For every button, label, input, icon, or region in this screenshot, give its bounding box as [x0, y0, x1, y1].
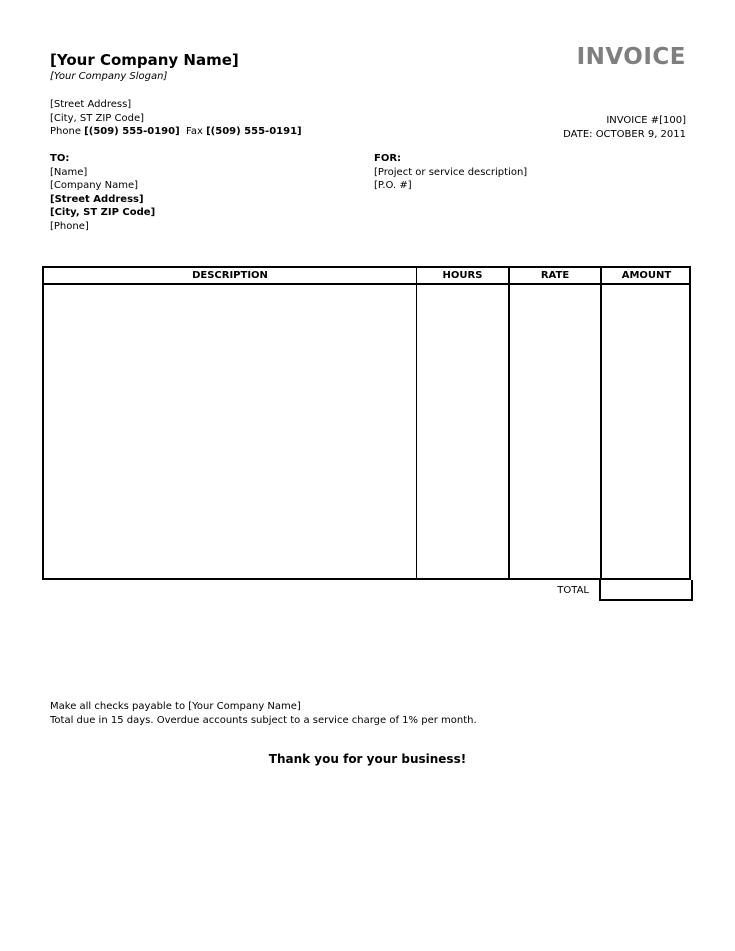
bill-to-phone: [Phone] — [50, 220, 89, 232]
company-street: [Street Address] — [50, 99, 132, 110]
company-city: [City, ST ZIP Code] — [50, 112, 145, 124]
bill-to-street: [Street Address] — [50, 193, 144, 205]
column-divider — [600, 268, 602, 578]
invoice-meta — [563, 114, 686, 141]
po-number: [P.O. #] — [374, 180, 412, 191]
total-value-cell — [599, 580, 693, 601]
bill-to-name: [Name] — [50, 166, 88, 178]
invoice-date: DATE: OCTOBER 9, 2011 — [563, 128, 686, 140]
payment-terms — [50, 700, 477, 727]
invoice-number: INVOICE #[100] — [606, 115, 686, 126]
bill-for-block — [374, 152, 527, 193]
fax-label: Fax — [186, 126, 203, 137]
thank-you-message: Thank you for your business! — [268, 752, 467, 766]
invoice-title: INVOICE — [576, 44, 686, 70]
column-header-rate: RATE — [540, 270, 570, 281]
bill-for-label: FOR: — [374, 153, 402, 164]
fax-number: [(509) 555-0191] — [206, 126, 302, 137]
bill-to-block — [50, 152, 155, 233]
company-contact — [50, 125, 302, 139]
company-slogan: [Your Company Slogan] — [50, 71, 168, 82]
phone-number: [(509) 555-0190] — [84, 126, 180, 137]
column-divider — [508, 268, 510, 578]
project-description: [Project or service description] — [374, 166, 528, 178]
column-divider — [416, 268, 417, 578]
column-header-amount: AMOUNT — [621, 270, 672, 281]
checks-payable-note: Make all checks payable to [Your Company Name] — [50, 701, 301, 712]
total-label: TOTAL — [557, 585, 589, 596]
column-header-description: DESCRIPTION — [192, 270, 268, 281]
company-name: [Your Company Name] — [50, 51, 239, 69]
column-header-hours: HOURS — [442, 270, 483, 281]
invoice-table — [42, 266, 691, 580]
phone-label: Phone — [50, 126, 81, 137]
table-header — [44, 268, 689, 285]
bill-to-label: TO: — [50, 153, 70, 164]
bill-to-city: [City, ST ZIP Code] — [50, 207, 156, 218]
terms-note: Total due in 15 days. Overdue accounts subject to a service charge of 1% per month. — [50, 714, 477, 726]
company-address — [50, 98, 302, 139]
bill-to-company: [Company Name] — [50, 180, 139, 191]
